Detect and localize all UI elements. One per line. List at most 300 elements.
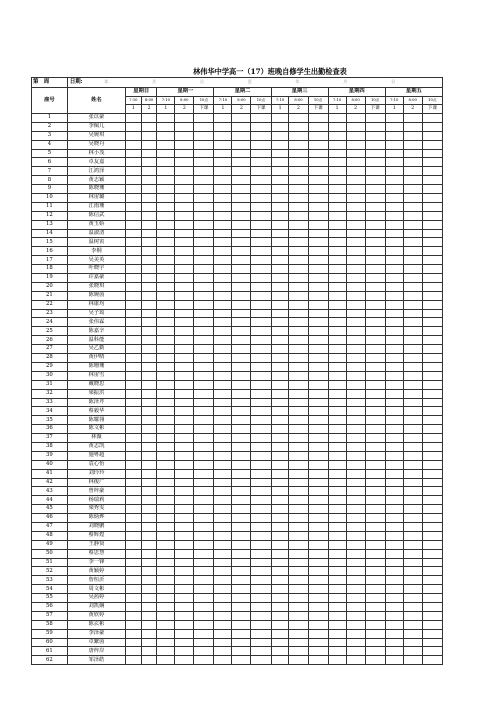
attendance-cell[interactable] (141, 247, 157, 256)
attendance-cell[interactable] (328, 158, 346, 167)
attendance-cell[interactable] (271, 185, 289, 194)
attendance-cell[interactable] (175, 336, 194, 345)
attendance-cell[interactable] (232, 140, 251, 149)
attendance-cell[interactable] (251, 345, 271, 354)
attendance-cell[interactable] (403, 265, 422, 274)
attendance-cell[interactable] (328, 656, 346, 665)
attendance-cell[interactable] (126, 558, 142, 567)
attendance-cell[interactable] (194, 336, 214, 345)
attendance-cell[interactable] (271, 282, 289, 291)
attendance-cell[interactable] (157, 194, 175, 203)
attendance-cell[interactable] (157, 629, 175, 638)
attendance-cell[interactable] (194, 451, 214, 460)
attendance-cell[interactable] (126, 638, 142, 647)
attendance-cell[interactable] (365, 647, 385, 656)
attendance-cell[interactable] (422, 300, 442, 309)
attendance-cell[interactable] (126, 434, 142, 443)
attendance-cell[interactable] (194, 647, 214, 656)
attendance-cell[interactable] (365, 256, 385, 265)
attendance-cell[interactable] (385, 354, 403, 363)
attendance-cell[interactable] (175, 531, 194, 540)
attendance-cell[interactable] (308, 531, 328, 540)
attendance-cell[interactable] (157, 229, 175, 238)
attendance-cell[interactable] (194, 300, 214, 309)
attendance-cell[interactable] (308, 185, 328, 194)
attendance-cell[interactable] (365, 229, 385, 238)
attendance-cell[interactable] (346, 194, 365, 203)
attendance-cell[interactable] (308, 122, 328, 131)
attendance-cell[interactable] (403, 122, 422, 131)
attendance-cell[interactable] (141, 620, 157, 629)
attendance-cell[interactable] (308, 442, 328, 451)
attendance-cell[interactable] (385, 638, 403, 647)
attendance-cell[interactable] (385, 318, 403, 327)
attendance-cell[interactable] (346, 425, 365, 434)
attendance-cell[interactable] (422, 505, 442, 514)
attendance-cell[interactable] (308, 389, 328, 398)
attendance-cell[interactable] (232, 327, 251, 336)
attendance-cell[interactable] (365, 478, 385, 487)
attendance-cell[interactable] (126, 354, 142, 363)
attendance-cell[interactable] (232, 416, 251, 425)
attendance-cell[interactable] (271, 291, 289, 300)
attendance-cell[interactable] (157, 220, 175, 229)
attendance-cell[interactable] (271, 576, 289, 585)
attendance-cell[interactable] (175, 354, 194, 363)
attendance-cell[interactable] (175, 522, 194, 531)
attendance-cell[interactable] (403, 567, 422, 576)
attendance-cell[interactable] (346, 202, 365, 211)
attendance-cell[interactable] (194, 514, 214, 523)
attendance-cell[interactable] (251, 131, 271, 140)
attendance-cell[interactable] (157, 300, 175, 309)
attendance-cell[interactable] (328, 238, 346, 247)
attendance-cell[interactable] (328, 211, 346, 220)
attendance-cell[interactable] (308, 478, 328, 487)
attendance-cell[interactable] (365, 514, 385, 523)
attendance-cell[interactable] (328, 291, 346, 300)
attendance-cell[interactable] (157, 496, 175, 505)
attendance-cell[interactable] (346, 140, 365, 149)
attendance-cell[interactable] (385, 505, 403, 514)
attendance-cell[interactable] (289, 291, 308, 300)
attendance-cell[interactable] (328, 478, 346, 487)
attendance-cell[interactable] (194, 122, 214, 131)
attendance-cell[interactable] (289, 442, 308, 451)
attendance-cell[interactable] (251, 176, 271, 185)
attendance-cell[interactable] (175, 229, 194, 238)
attendance-cell[interactable] (289, 434, 308, 443)
attendance-cell[interactable] (422, 656, 442, 665)
attendance-cell[interactable] (385, 122, 403, 131)
attendance-cell[interactable] (308, 282, 328, 291)
attendance-cell[interactable] (232, 211, 251, 220)
attendance-cell[interactable] (385, 158, 403, 167)
attendance-cell[interactable] (289, 256, 308, 265)
attendance-cell[interactable] (289, 345, 308, 354)
attendance-cell[interactable] (157, 158, 175, 167)
attendance-cell[interactable] (289, 611, 308, 620)
attendance-cell[interactable] (126, 540, 142, 549)
attendance-cell[interactable] (365, 282, 385, 291)
attendance-cell[interactable] (175, 434, 194, 443)
attendance-cell[interactable] (194, 167, 214, 176)
attendance-cell[interactable] (175, 220, 194, 229)
attendance-cell[interactable] (214, 345, 232, 354)
attendance-cell[interactable] (422, 131, 442, 140)
attendance-cell[interactable] (232, 291, 251, 300)
attendance-cell[interactable] (251, 442, 271, 451)
attendance-cell[interactable] (422, 238, 442, 247)
attendance-cell[interactable] (126, 398, 142, 407)
attendance-cell[interactable] (308, 460, 328, 469)
attendance-cell[interactable] (232, 149, 251, 158)
attendance-cell[interactable] (403, 300, 422, 309)
attendance-cell[interactable] (141, 469, 157, 478)
attendance-cell[interactable] (385, 549, 403, 558)
attendance-cell[interactable] (385, 389, 403, 398)
attendance-cell[interactable] (289, 122, 308, 131)
attendance-cell[interactable] (141, 256, 157, 265)
attendance-cell[interactable] (271, 496, 289, 505)
attendance-cell[interactable] (422, 531, 442, 540)
attendance-cell[interactable] (214, 540, 232, 549)
attendance-cell[interactable] (251, 425, 271, 434)
attendance-cell[interactable] (422, 558, 442, 567)
attendance-cell[interactable] (422, 247, 442, 256)
attendance-cell[interactable] (308, 167, 328, 176)
attendance-cell[interactable] (214, 336, 232, 345)
attendance-cell[interactable] (251, 540, 271, 549)
attendance-cell[interactable] (141, 131, 157, 140)
attendance-cell[interactable] (385, 256, 403, 265)
attendance-cell[interactable] (175, 656, 194, 665)
attendance-cell[interactable] (157, 238, 175, 247)
attendance-cell[interactable] (289, 282, 308, 291)
attendance-cell[interactable] (194, 487, 214, 496)
attendance-cell[interactable] (175, 549, 194, 558)
attendance-cell[interactable] (214, 229, 232, 238)
attendance-cell[interactable] (175, 300, 194, 309)
attendance-cell[interactable] (175, 611, 194, 620)
attendance-cell[interactable] (175, 638, 194, 647)
attendance-cell[interactable] (251, 638, 271, 647)
attendance-cell[interactable] (214, 549, 232, 558)
attendance-cell[interactable] (126, 256, 142, 265)
attendance-cell[interactable] (385, 300, 403, 309)
attendance-cell[interactable] (346, 442, 365, 451)
attendance-cell[interactable] (194, 371, 214, 380)
attendance-cell[interactable] (385, 238, 403, 247)
attendance-cell[interactable] (308, 336, 328, 345)
attendance-cell[interactable] (346, 567, 365, 576)
attendance-cell[interactable] (289, 274, 308, 283)
attendance-cell[interactable] (126, 371, 142, 380)
attendance-cell[interactable] (422, 309, 442, 318)
attendance-cell[interactable] (251, 434, 271, 443)
attendance-cell[interactable] (194, 540, 214, 549)
attendance-cell[interactable] (328, 318, 346, 327)
attendance-cell[interactable] (271, 469, 289, 478)
attendance-cell[interactable] (328, 149, 346, 158)
attendance-cell[interactable] (385, 211, 403, 220)
attendance-cell[interactable] (214, 238, 232, 247)
attendance-cell[interactable] (289, 469, 308, 478)
attendance-cell[interactable] (289, 531, 308, 540)
attendance-cell[interactable] (346, 505, 365, 514)
attendance-cell[interactable] (308, 194, 328, 203)
attendance-cell[interactable] (214, 416, 232, 425)
attendance-cell[interactable] (308, 265, 328, 274)
attendance-cell[interactable] (403, 176, 422, 185)
attendance-cell[interactable] (385, 656, 403, 665)
attendance-cell[interactable] (289, 238, 308, 247)
attendance-cell[interactable] (175, 389, 194, 398)
attendance-cell[interactable] (214, 594, 232, 603)
attendance-cell[interactable] (175, 398, 194, 407)
attendance-cell[interactable] (422, 176, 442, 185)
attendance-cell[interactable] (141, 238, 157, 247)
attendance-cell[interactable] (271, 478, 289, 487)
attendance-cell[interactable] (403, 638, 422, 647)
attendance-cell[interactable] (157, 389, 175, 398)
attendance-cell[interactable] (251, 620, 271, 629)
attendance-cell[interactable] (385, 487, 403, 496)
attendance-cell[interactable] (126, 425, 142, 434)
attendance-cell[interactable] (422, 256, 442, 265)
attendance-cell[interactable] (328, 220, 346, 229)
attendance-cell[interactable] (289, 211, 308, 220)
attendance-cell[interactable] (365, 202, 385, 211)
attendance-cell[interactable] (328, 380, 346, 389)
attendance-cell[interactable] (289, 327, 308, 336)
attendance-cell[interactable] (175, 460, 194, 469)
attendance-cell[interactable] (271, 656, 289, 665)
attendance-cell[interactable] (403, 282, 422, 291)
attendance-cell[interactable] (251, 229, 271, 238)
attendance-cell[interactable] (365, 549, 385, 558)
attendance-cell[interactable] (271, 434, 289, 443)
attendance-cell[interactable] (157, 336, 175, 345)
attendance-cell[interactable] (157, 505, 175, 514)
attendance-cell[interactable] (157, 149, 175, 158)
attendance-cell[interactable] (328, 594, 346, 603)
attendance-cell[interactable] (328, 398, 346, 407)
attendance-cell[interactable] (214, 274, 232, 283)
attendance-cell[interactable] (126, 611, 142, 620)
attendance-cell[interactable] (403, 505, 422, 514)
attendance-cell[interactable] (175, 211, 194, 220)
attendance-cell[interactable] (214, 522, 232, 531)
attendance-cell[interactable] (251, 407, 271, 416)
attendance-cell[interactable] (126, 531, 142, 540)
attendance-cell[interactable] (194, 531, 214, 540)
attendance-cell[interactable] (175, 256, 194, 265)
attendance-cell[interactable] (271, 140, 289, 149)
attendance-cell[interactable] (157, 345, 175, 354)
attendance-cell[interactable] (232, 122, 251, 131)
attendance-cell[interactable] (422, 265, 442, 274)
attendance-cell[interactable] (141, 585, 157, 594)
attendance-cell[interactable] (232, 594, 251, 603)
attendance-cell[interactable] (365, 300, 385, 309)
attendance-cell[interactable] (365, 469, 385, 478)
attendance-cell[interactable] (251, 416, 271, 425)
attendance-cell[interactable] (194, 611, 214, 620)
attendance-cell[interactable] (365, 567, 385, 576)
attendance-cell[interactable] (346, 434, 365, 443)
attendance-cell[interactable] (271, 487, 289, 496)
attendance-cell[interactable] (385, 345, 403, 354)
attendance-cell[interactable] (403, 149, 422, 158)
attendance-cell[interactable] (289, 647, 308, 656)
attendance-cell[interactable] (251, 531, 271, 540)
attendance-cell[interactable] (251, 309, 271, 318)
attendance-cell[interactable] (126, 176, 142, 185)
attendance-cell[interactable] (175, 558, 194, 567)
attendance-cell[interactable] (365, 522, 385, 531)
attendance-cell[interactable] (126, 202, 142, 211)
attendance-cell[interactable] (403, 291, 422, 300)
attendance-cell[interactable] (175, 282, 194, 291)
attendance-cell[interactable] (126, 247, 142, 256)
attendance-cell[interactable] (194, 620, 214, 629)
attendance-cell[interactable] (385, 416, 403, 425)
attendance-cell[interactable] (308, 354, 328, 363)
attendance-cell[interactable] (214, 194, 232, 203)
attendance-cell[interactable] (346, 238, 365, 247)
attendance-cell[interactable] (141, 220, 157, 229)
attendance-cell[interactable] (289, 354, 308, 363)
attendance-cell[interactable] (251, 478, 271, 487)
attendance-cell[interactable] (251, 380, 271, 389)
attendance-cell[interactable] (403, 229, 422, 238)
attendance-cell[interactable] (271, 176, 289, 185)
attendance-cell[interactable] (251, 505, 271, 514)
attendance-cell[interactable] (422, 345, 442, 354)
attendance-cell[interactable] (385, 229, 403, 238)
attendance-cell[interactable] (214, 602, 232, 611)
attendance-cell[interactable] (141, 540, 157, 549)
attendance-cell[interactable] (157, 202, 175, 211)
attendance-cell[interactable] (251, 656, 271, 665)
attendance-cell[interactable] (126, 478, 142, 487)
attendance-cell[interactable] (194, 282, 214, 291)
attendance-cell[interactable] (175, 185, 194, 194)
attendance-cell[interactable] (346, 167, 365, 176)
attendance-cell[interactable] (126, 647, 142, 656)
attendance-cell[interactable] (385, 496, 403, 505)
attendance-cell[interactable] (194, 291, 214, 300)
attendance-cell[interactable] (289, 416, 308, 425)
attendance-cell[interactable] (214, 531, 232, 540)
attendance-cell[interactable] (157, 638, 175, 647)
attendance-cell[interactable] (126, 576, 142, 585)
attendance-cell[interactable] (271, 558, 289, 567)
attendance-cell[interactable] (289, 131, 308, 140)
attendance-cell[interactable] (157, 354, 175, 363)
attendance-cell[interactable] (271, 238, 289, 247)
attendance-cell[interactable] (403, 274, 422, 283)
attendance-cell[interactable] (251, 362, 271, 371)
attendance-cell[interactable] (141, 638, 157, 647)
attendance-cell[interactable] (346, 638, 365, 647)
attendance-cell[interactable] (157, 540, 175, 549)
attendance-cell[interactable] (308, 256, 328, 265)
attendance-cell[interactable] (232, 585, 251, 594)
attendance-cell[interactable] (175, 131, 194, 140)
attendance-cell[interactable] (289, 576, 308, 585)
attendance-cell[interactable] (385, 425, 403, 434)
attendance-cell[interactable] (157, 122, 175, 131)
attendance-cell[interactable] (289, 514, 308, 523)
attendance-cell[interactable] (141, 416, 157, 425)
attendance-cell[interactable] (308, 149, 328, 158)
attendance-cell[interactable] (328, 371, 346, 380)
attendance-cell[interactable] (308, 549, 328, 558)
attendance-cell[interactable] (232, 309, 251, 318)
attendance-cell[interactable] (175, 407, 194, 416)
attendance-cell[interactable] (289, 202, 308, 211)
attendance-cell[interactable] (214, 620, 232, 629)
attendance-cell[interactable] (346, 256, 365, 265)
attendance-cell[interactable] (251, 451, 271, 460)
attendance-cell[interactable] (271, 247, 289, 256)
attendance-cell[interactable] (328, 585, 346, 594)
attendance-cell[interactable] (308, 434, 328, 443)
attendance-cell[interactable] (346, 398, 365, 407)
attendance-cell[interactable] (403, 114, 422, 123)
attendance-cell[interactable] (214, 220, 232, 229)
attendance-cell[interactable] (232, 371, 251, 380)
attendance-cell[interactable] (346, 389, 365, 398)
attendance-cell[interactable] (308, 629, 328, 638)
attendance-cell[interactable] (271, 167, 289, 176)
attendance-cell[interactable] (403, 496, 422, 505)
attendance-cell[interactable] (141, 380, 157, 389)
attendance-cell[interactable] (194, 398, 214, 407)
attendance-cell[interactable] (251, 274, 271, 283)
attendance-cell[interactable] (126, 336, 142, 345)
attendance-cell[interactable] (385, 620, 403, 629)
attendance-cell[interactable] (271, 442, 289, 451)
attendance-cell[interactable] (308, 469, 328, 478)
attendance-cell[interactable] (157, 362, 175, 371)
attendance-cell[interactable] (141, 345, 157, 354)
attendance-cell[interactable] (251, 282, 271, 291)
attendance-cell[interactable] (365, 327, 385, 336)
attendance-cell[interactable] (232, 549, 251, 558)
attendance-cell[interactable] (403, 451, 422, 460)
attendance-cell[interactable] (251, 238, 271, 247)
attendance-cell[interactable] (126, 194, 142, 203)
attendance-cell[interactable] (385, 114, 403, 123)
attendance-cell[interactable] (271, 362, 289, 371)
attendance-cell[interactable] (232, 425, 251, 434)
attendance-cell[interactable] (194, 229, 214, 238)
attendance-cell[interactable] (403, 185, 422, 194)
attendance-cell[interactable] (365, 602, 385, 611)
attendance-cell[interactable] (308, 451, 328, 460)
attendance-cell[interactable] (308, 300, 328, 309)
attendance-cell[interactable] (175, 514, 194, 523)
attendance-cell[interactable] (157, 131, 175, 140)
attendance-cell[interactable] (289, 451, 308, 460)
attendance-cell[interactable] (422, 567, 442, 576)
attendance-cell[interactable] (422, 114, 442, 123)
attendance-cell[interactable] (157, 318, 175, 327)
attendance-cell[interactable] (126, 549, 142, 558)
